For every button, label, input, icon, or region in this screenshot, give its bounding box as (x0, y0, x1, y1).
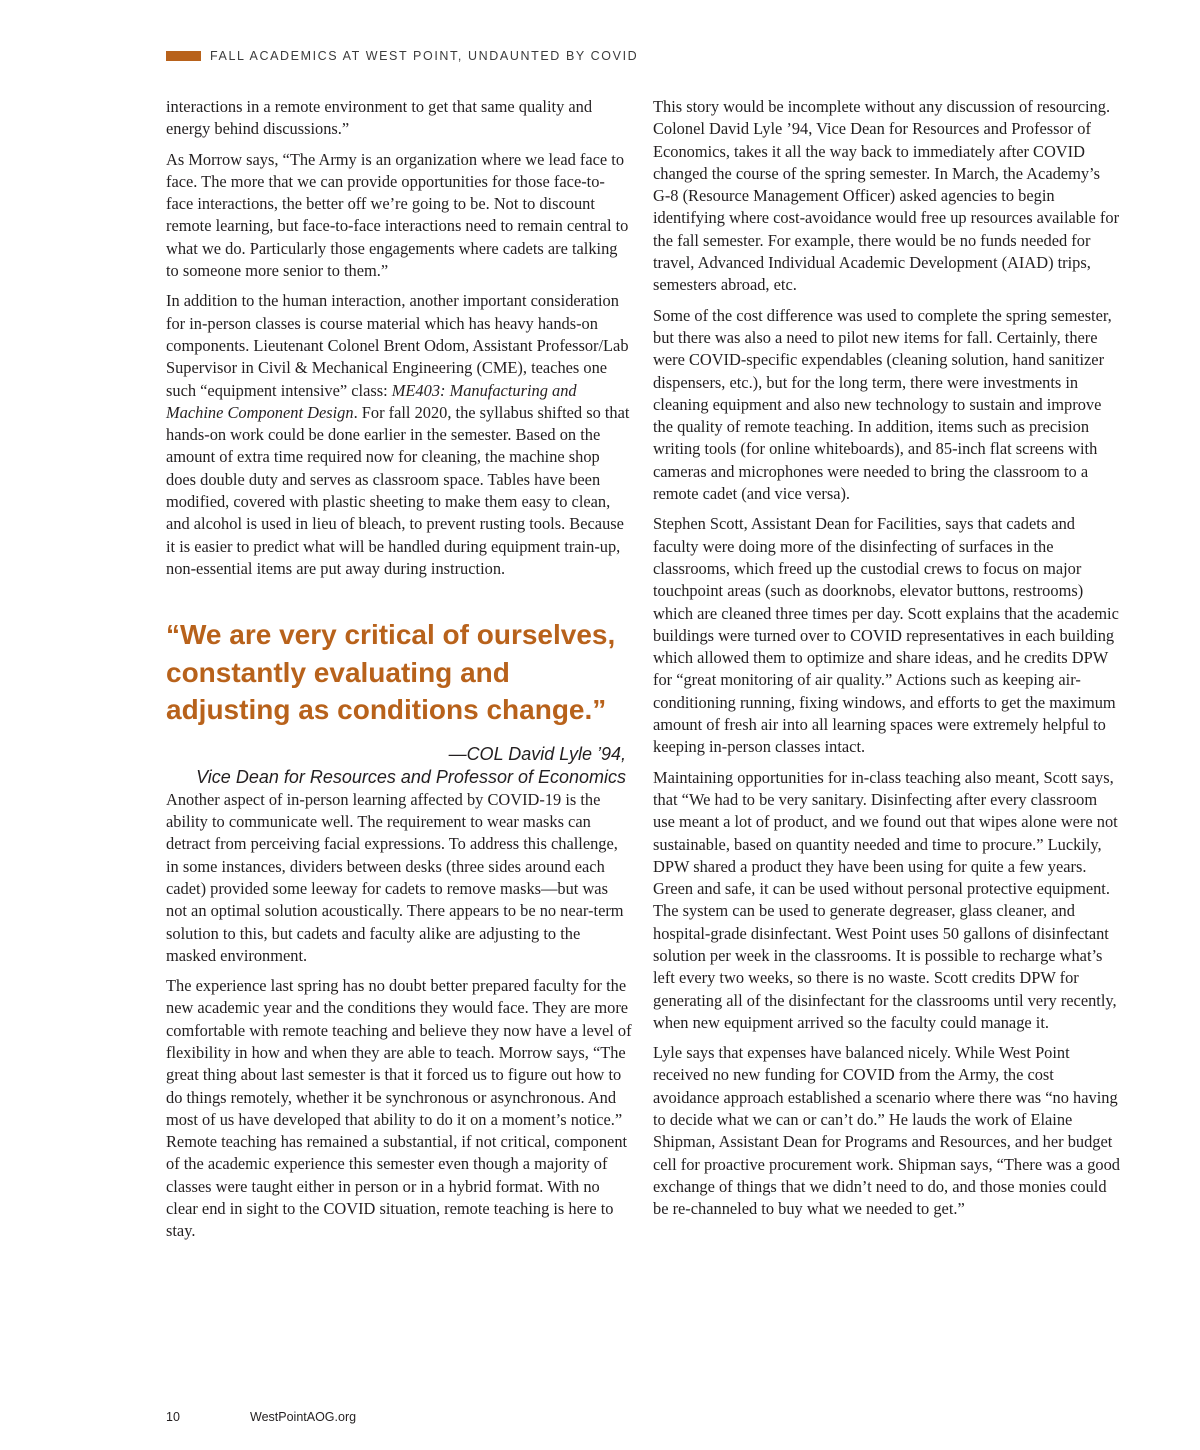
paragraph: interactions in a remote environment to get that same quality and energy behind discussions.” (166, 97, 593, 139)
paragraph: Another aspect of in-person learning affected by COVID-19 is the ability to communicate well. The requirement to wear masks can detract from perceiving facial expressions. To address this challenge, in some instances, dividers between desks (three sides around each cadet) provided some leeway for cadets to remove masks—but was not an optimal solution acoustically. There appears to be no near-term solution to this, but cadets and faculty alike are adjusting to the masked environment. (166, 789, 624, 965)
paragraph-text: . For fall 2020, the syllabus shifted so that hands-on work could be done earlier in the semester. Based on the amount of extra time required now for cleaning, the machine shop does double duty and serves as classroom space. Tables have been modified, covered with plastic sheeting to make them easy to clean, and alcohol is used in lieu of bleach, to prevent rusting tools. Because it is easier to predict what will be handled during equipment train-up, non-essential items are put away during instruction. (166, 402, 630, 578)
pull-quote (166, 616, 632, 789)
header-accent-bar (166, 51, 201, 61)
page-footer (166, 1410, 357, 1424)
paragraph: Stephen Scott, Assistant Dean for Facilities, says that cadets and faculty were doing more of the disinfecting of surfaces in the classrooms, which freed up the custodial crews to focus on major touchpoint areas (such as doorknobs, elevator buttons, restrooms) which are cleaned three times per day. Scott explains that the academic buildings were turned over to COVID representatives in each building which allowed them to optimize and share ideas, and he credits DPW for “great monitoring of air quality.” Actions such as keeping air-conditioning running, fixing windows, and efforts to get the maximum amount of fresh air into all learning spaces were extremely helpful to keeping in-person classes intact. (653, 514, 1119, 757)
course-title: ME403: Manufacturing and Machine Component Design (166, 380, 577, 422)
right-column (653, 96, 1120, 1229)
pull-quote-text: “We are very critical of ourselves, constantly evaluating and adjusting as conditions change.” (166, 619, 616, 726)
left-column (166, 96, 632, 1251)
website-link[interactable]: WestPointAOG.org (250, 1410, 357, 1424)
paragraph-text: In addition to the human interaction, another important consideration for in-person classes is course material which has heavy hands-on components. Lieutenant Colonel Brent Odom, Assistant Professor/Lab Supervisor in Civil & Mechanical Engineering (CME), teaches one such “equipment intensive” class: (166, 291, 629, 400)
paragraph: The experience last spring has no doubt better prepared faculty for the new academic year and the conditions they would face. They are more comfortable with remote teaching and believe they now have a level of flexibility in how and when they are able to teach. Morrow says, “The great thing about last semester is that it forced us to figure out how to do things remotely, whether it be synchronous or asynchronous. And most of us have developed that ability to do it on a moment’s notice.” Remote teaching has remained a substantial, if not critical, component of the academic experience this semester even though a majority of classes were taught either in person or in a hybrid format. With no clear end in sight to the COVID situation, remote teaching is here to stay. (166, 976, 632, 1241)
paragraph: Some of the cost difference was used to complete the spring semester, but there was also a need to pilot new items for fall. Certainly, there were COVID-specific expendables (cleaning solution, hand sanitizer dispensers, etc.), but for the long term, there were investments in cleaning equipment and also new technology to sustain and improve the quality of remote teaching. In addition, items such as precision writing tools (for online whiteboards), and 85-inch flat screens with cameras and microphones were needed to bring the classroom to a remote cadet (and vice versa). (653, 305, 1112, 504)
pull-quote-attribution (166, 743, 626, 789)
paragraph: This story would be incomplete without any discussion of resourcing. Colonel David Lyle ’94, Vice Dean for Resources and Professor of Economics, takes it all the way back to immediately after COVID changed the course of the spring semester. In March, the Academy’s G-8 (Resource Management Officer) asked agencies to begin identifying where cost-avoidance would free up resources available for the fall semester. For example, there would be no funds needed for travel, Advanced Individual Academic Development (AIAD) trips, semesters abroad, etc. (653, 97, 1120, 295)
running-header (166, 48, 638, 64)
header-title: FALL ACADEMICS AT WEST POINT, UNDAUNTED BY COVID (210, 49, 639, 63)
attribution-title: Vice Dean for Resources and Professor of Economics (196, 766, 626, 787)
paragraph: As Morrow says, “The Army is an organization where we lead face to face. The more that we can provide opportunities for those face-to-face interactions, the better off we’re going to be. Not to discount remote learning, but face-to-face interactions need to remain central to what we do. Particularly those engagements where cadets are talking to someone more senior to them.” (166, 149, 629, 281)
attribution-name: —COL David Lyle ’94, (448, 743, 626, 764)
paragraph (166, 290, 632, 580)
paragraph: Maintaining opportunities for in-class teaching also meant, Scott says, that “We had to be very sanitary. Disinfecting after every classroom use meant a lot of product, and we found out that wipes alone were not sustainable, based on quantity needed and time to procure.” Luckily, DPW shared a product they have been using for quite a few years. Green and safe, it can be used without personal protective equipment. The system can be used to generate degreaser, glass cleaner, and hospital-grade disinfectant. West Point uses 50 gallons of disinfectant solution per week in the classrooms. It is possible to recharge what’s left every two weeks, so there is no waste. Scott credits DPW for generating all of the disinfectant for the classrooms until very recently, when new equipment arrived so the faculty could manage it. (653, 767, 1118, 1032)
page-number: 10 (166, 1410, 180, 1424)
paragraph: Lyle says that expenses have balanced nicely. While West Point received no new funding for COVID from the Army, the cost avoidance approach established a scenario where there was “no having to decide what we can or can’t do.” He lauds the work of Elaine Shipman, Assistant Dean for Programs and Resources, and her budget cell for proactive procurement work. Shipman says, “There was a good exchange of things that we didn’t need to do, and those monies could be re-channeled to buy what we needed to get.” (653, 1043, 1120, 1219)
